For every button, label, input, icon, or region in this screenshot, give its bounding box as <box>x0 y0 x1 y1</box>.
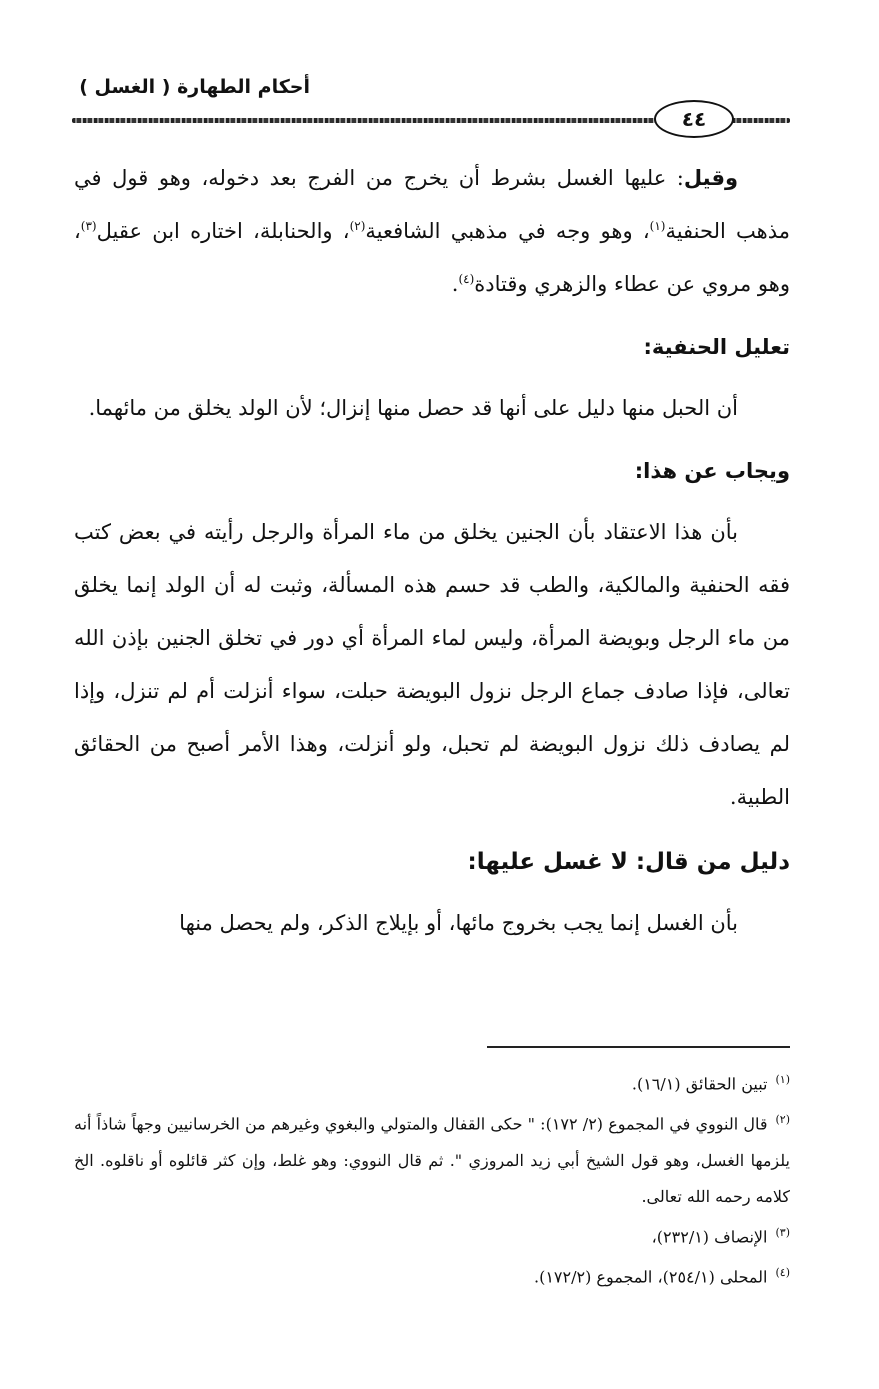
footnote-divider <box>487 1046 790 1048</box>
footnotes <box>74 1062 790 1295</box>
footnote-number: (٢) <box>775 1113 791 1127</box>
paragraph-text: : عليها الغسل بشرط أن يخرج من الفرج بعد دخوله، وهو قول في مذهب الحنفية <box>74 166 790 243</box>
page-number: ٤٤ <box>654 100 734 138</box>
main-text <box>74 152 790 950</box>
footnote-number: (١) <box>775 1073 790 1086</box>
paragraph: بأن هذا الاعتقاد بأن الجنين يخلق من ماء المرأة والرجل رأيته في بعض كتب فقه الحنفية والمالكية، والطب قد حسم هذه المسألة، وثبت له أن الولد إنما يخلق من ماء الرجل وبويضة المرأة، وليس لماء المرأة أي دور في تخلق الجنين بإذن الله تعالى، فإذا صادف جماع الرجل نزول البويضة حبلت، سواء أنزلت أم لم تنزل، وإذا لم يصادف ذلك نزول البويضة لم تحبل، ولو أنزلت، وهذا الأمر أصبح من الحقائق الطبية. <box>74 520 790 809</box>
running-header <box>72 70 790 140</box>
footnote-text: تبين الحقائق (١٦/١). <box>631 1074 768 1094</box>
footnote-ref: (٤) <box>458 272 475 286</box>
footnote-number: (٤) <box>775 1265 790 1279</box>
section-heading: تعليل الحنفية: <box>643 335 790 359</box>
paragraph-text: ، وهو مروي عن عطاء والزهري وقتادة <box>74 219 790 296</box>
footnote <box>74 1255 790 1295</box>
paragraph-lead: وقيل <box>683 166 738 190</box>
footnote <box>74 1215 790 1255</box>
footnote-text: قال النووي في المجموع (٢/ ١٧٢): " حكى القفال والمتولي والبغوي وغيرهم من الخرسانيين وجهاً شاذاً أنه يلزمها الغسل، وهو قول الشيخ أبي زيد المروزي ". ثم قال النووي: وهو غلط، وإن كثر قائلوه أو ناقلوه. الخ كلامه رحمه الله تعالى. <box>74 1114 790 1206</box>
paragraph-text: ، وهو وجه في مذهبي الشافعية <box>365 219 650 243</box>
footnote-ref: (٢) <box>349 219 366 233</box>
paragraph: بأن الغسل إنما يجب بخروج مائها، أو بإيلاج الذكر، ولم يحصل منها <box>179 911 738 935</box>
footnote-ref: (١) <box>649 219 666 233</box>
section-heading: دليل من قال: لا غسل عليها: <box>467 849 790 875</box>
footnote <box>74 1102 790 1214</box>
paragraph-text: ، والحنابلة، اختاره ابن عقيل <box>96 219 350 243</box>
footnote-number: (٣) <box>775 1225 790 1239</box>
footnote <box>74 1062 790 1102</box>
header-title: أحكام الطهارة ( الغسل ) <box>79 76 310 98</box>
paragraph-opinion <box>74 152 790 311</box>
paragraph-text: . <box>451 272 459 296</box>
section-heading: ويجاب عن هذا: <box>634 459 790 483</box>
footnote-text: المحلى (٢٥٤/١)، المجموع (١٧٢/٢). <box>533 1267 768 1287</box>
footnote-ref: (٣) <box>80 219 97 233</box>
paragraph: أن الحبل منها دليل على أنها قد حصل منها إنزال؛ لأن الولد يخلق من مائهما. <box>88 396 738 420</box>
footnote-text: الإنصاف (٢٣٢/١)، <box>651 1226 768 1246</box>
